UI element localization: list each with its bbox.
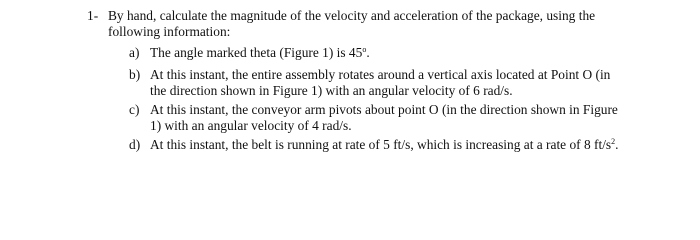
item-c-marker: c) [129,102,140,117]
item-d-line: At this instant, the belt is running at rate of 5 ft/s, which is increasing at a rate of 8 $ft/s^2$. [150,137,619,152]
item-a-marker: a) [129,45,140,60]
question-number: 1- [87,8,99,23]
item-b-line: At this instant, the entire assembly rotates around a vertical axis located at Point O (in [150,67,611,82]
squared-symbol: 2 [611,137,616,146]
item-b-text [150,67,670,99]
item-d-text [150,137,670,153]
item-c-line: 1) with an angular velocity of 4 rad/s. [150,118,352,133]
item-b-line: the direction shown in Figure 1) with an angular velocity of 6 rad/s. [150,83,513,98]
item-a-line: The angle marked theta (Figure 1) is 45$^o$. [150,45,370,60]
item-a-text [150,45,670,61]
question-line: By hand, calculate the magnitude of the velocity and acceleration of the package, using the [108,8,596,23]
item-b-marker: b) [129,67,141,82]
degree-symbol: o [362,45,367,54]
question-line: following information: [108,24,231,39]
item-c-line: At this instant, the conveyor arm pivots about point O (in the direction shown in Figure [150,102,618,117]
question-text [108,8,668,40]
item-c-text [150,102,670,134]
item-d-marker: d) [129,137,141,152]
